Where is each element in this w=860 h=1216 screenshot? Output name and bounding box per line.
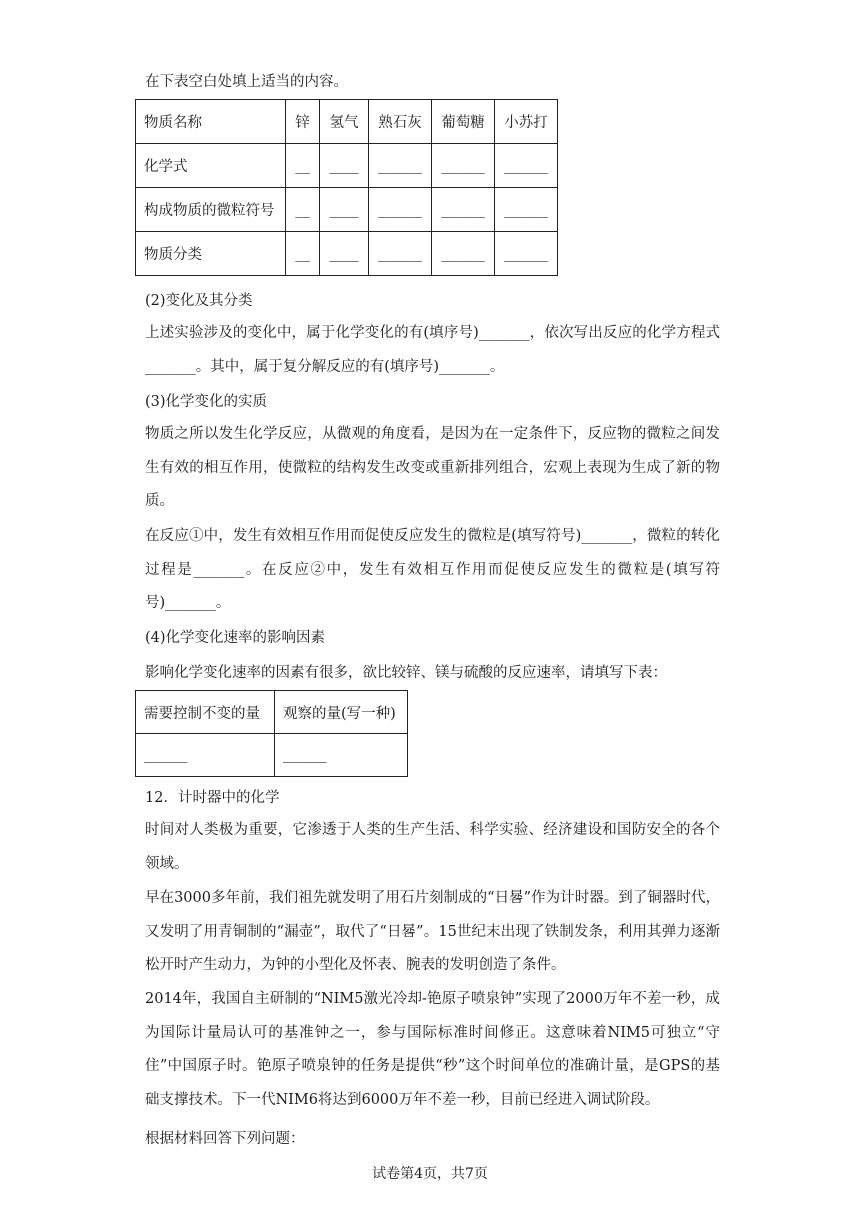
blank-cell[interactable]: ______	[369, 144, 432, 188]
table-row	[136, 144, 558, 188]
header-cell: 熟石灰	[369, 100, 432, 144]
row-label: 物质分类	[136, 232, 286, 276]
blank-cell[interactable]: ______	[432, 232, 495, 276]
substance-table	[135, 99, 558, 276]
header-cell: 需要控制不变的量	[136, 691, 275, 734]
section-4-heading: (4)化学变化速率的影响因素	[145, 630, 326, 646]
blank-cell[interactable]: ______	[432, 188, 495, 232]
table-row	[136, 188, 558, 232]
blank-cell[interactable]: ______	[369, 232, 432, 276]
blank-cell[interactable]: ______	[495, 188, 558, 232]
question-12-prompt: 根据材料回答下列问题：	[145, 1131, 305, 1147]
blank-cell[interactable]: ____	[320, 144, 369, 188]
question-12-paragraph-3: 2014年，我国自主研制的“NIM5激光冷却-铯原子喷泉钟”实现了2000万年不差一秒，成为国际计量局认可的基准钟之一，参与国际标准时间修正。这意味着NIM5可独立“守住”中国原子时。铯原子喷泉钟的任务是提供“秒”这个时间单位的准确计量，是GPS的基础支撑技术。下一代NIM6将达到6000万年不差一秒，目前已经进入调试阶段。	[145, 991, 720, 1108]
question-12-heading: 12．计时器中的化学	[145, 790, 280, 806]
blank-cell[interactable]: __	[286, 188, 320, 232]
rate-table	[135, 690, 408, 777]
page-footer: 试卷第4页，共7页	[372, 1166, 488, 1182]
section-2-heading: (2)变化及其分类	[145, 293, 253, 309]
blank-cell[interactable]: ______	[432, 144, 495, 188]
header-cell: 观察的量(写一种)	[275, 691, 408, 734]
question-12-paragraph-2: 早在3000多年前，我们祖先就发明了用石片刻制成的“日晷”作为计时器。到了铜器时代，又发明了用青铜制的“漏壶”，取代了“日晷”。15世纪末出现了铁制发条，利用其弹力逐渐松开时产生动力，为钟的小型化及怀表、腕表的发明创造了条件。	[145, 890, 720, 973]
section-3-paragraph-2: 在反应①中，发生有效相互作用而促使反应发生的微粒是(填写符号)_______，微粒的转化过程是_______。在反应②中，发生有效相互作用而促使反应发生的微粒是(填写符号)_______。	[145, 528, 720, 611]
header-cell: 葡萄糖	[432, 100, 495, 144]
header-cell: 物质名称	[136, 100, 286, 144]
intro-text: 在下表空白处填上适当的内容。	[145, 74, 348, 90]
header-cell: 锌	[286, 100, 320, 144]
blank-cell[interactable]: ______	[495, 144, 558, 188]
section-3-heading: (3)化学变化的实质	[145, 394, 268, 410]
section-2-paragraph: 上述实验涉及的变化中，属于化学变化的有(填序号)_______，依次写出反应的化学方程式_______。其中，属于复分解反应的有(填序号)_______。	[145, 325, 720, 375]
row-label: 构成物质的微粒符号	[136, 188, 286, 232]
row-label: 化学式	[136, 144, 286, 188]
section-3-paragraph-1: 物质之所以发生化学反应，从微观的角度看，是因为在一定条件下，反应物的微粒之间发生有效的相互作用，使微粒的结构发生改变或重新排列组合，宏观上表现为生成了新的物质。	[145, 426, 720, 509]
blank-cell[interactable]: ____	[320, 232, 369, 276]
header-cell: 氢气	[320, 100, 369, 144]
blank-cell[interactable]: __	[286, 232, 320, 276]
table-header-row	[136, 100, 558, 144]
section-4-paragraph: 影响化学变化速率的因素有很多，欲比较锌、镁与硫酸的反应速率，请填写下表：	[145, 665, 667, 681]
question-12-paragraph-1: 时间对人类极为重要，它渗透于人类的生产生活、科学实验、经济建设和国防安全的各个领域。	[145, 822, 720, 872]
blank-cell[interactable]: __	[286, 144, 320, 188]
blank-cell[interactable]: ______	[495, 232, 558, 276]
blank-cell[interactable]: ____	[320, 188, 369, 232]
table-header-row	[136, 691, 408, 734]
blank-cell[interactable]: ______	[275, 734, 408, 777]
header-cell: 小苏打	[495, 100, 558, 144]
table-row	[136, 232, 558, 276]
blank-cell[interactable]: ______	[369, 188, 432, 232]
table-row	[136, 734, 408, 777]
blank-cell[interactable]: ______	[136, 734, 275, 777]
